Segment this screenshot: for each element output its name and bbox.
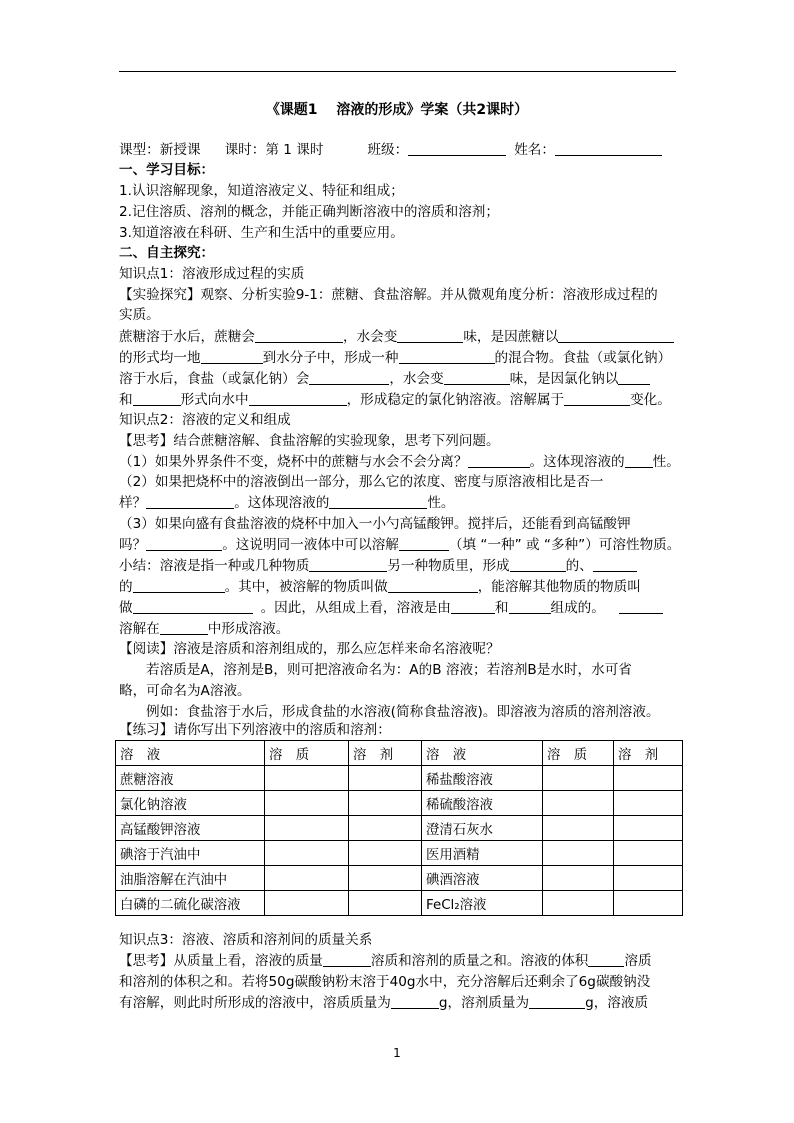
- solution-cell: 碘酒溶液: [422, 866, 543, 891]
- blank[interactable]: [146, 494, 234, 509]
- text: （填 “一种” 或 “多种”）可溶性物质。: [448, 537, 681, 553]
- k2-summary-1: [119, 556, 637, 576]
- header-cell: 溶 质: [265, 741, 349, 766]
- blank[interactable]: [529, 994, 585, 1009]
- table-row: [116, 866, 683, 891]
- k2-summary-4: [119, 619, 289, 639]
- blank[interactable]: [399, 349, 495, 364]
- section-explore-heading: 二、自主探究：: [119, 245, 215, 261]
- name-label: 姓名：: [514, 142, 555, 158]
- solution-cell: 白磷的二硫化碳溶液: [116, 891, 265, 916]
- answer-cell[interactable]: [349, 891, 422, 916]
- answer-cell[interactable]: [265, 816, 349, 841]
- table-row: [116, 791, 683, 816]
- blank[interactable]: [625, 453, 653, 468]
- answer-cell[interactable]: [543, 766, 614, 791]
- table-row: [116, 891, 683, 916]
- text: ，水会变: [389, 371, 444, 387]
- blank[interactable]: [564, 391, 630, 406]
- table-row: [116, 841, 683, 866]
- header-info: [119, 140, 662, 160]
- section-goals-heading: 一、学习目标：: [119, 162, 215, 178]
- k1-line-c: [119, 369, 650, 389]
- blank[interactable]: [391, 994, 439, 1009]
- text: 溶质和溶剂的质量之和。溶液的体积: [370, 953, 589, 969]
- class-label: 班级：: [367, 142, 409, 158]
- k1-experiment-cont: 实质。: [119, 307, 160, 323]
- blank[interactable]: [249, 391, 347, 406]
- text: 。这体现溶液的: [234, 495, 330, 511]
- answer-cell[interactable]: [614, 866, 683, 891]
- k1-line-d: [119, 390, 671, 410]
- blank[interactable]: [588, 952, 624, 967]
- text: 溶解在: [119, 621, 160, 637]
- text: 的、: [565, 558, 593, 574]
- solution-cell: 稀硫酸溶液: [422, 791, 543, 816]
- answer-cell[interactable]: [265, 841, 349, 866]
- answer-cell[interactable]: [349, 841, 422, 866]
- answer-cell[interactable]: [349, 816, 422, 841]
- text: （1）如果外界条件不变，烧杯中的蔗糖与水会不会分离？: [119, 454, 468, 470]
- goal-3: 3.知道溶液在科研、生产和生活中的重要应用。: [119, 225, 404, 241]
- text: ，水会变: [342, 329, 398, 345]
- text: 和: [119, 392, 133, 408]
- blank[interactable]: [593, 557, 637, 572]
- text: 性。: [652, 454, 680, 470]
- k2-read-2: 略，可命名为A溶液。: [119, 683, 251, 699]
- answer-cell[interactable]: [543, 791, 614, 816]
- text: 吗？: [119, 537, 147, 553]
- k2-example: 例如：食盐溶于水后，形成食盐的水溶液(简称食盐溶液)。即溶液为溶质的溶剂溶液。: [146, 704, 660, 720]
- goal-2: 2.记住溶质、溶剂的概念，并能正确判断溶液中的溶质和溶剂；: [119, 204, 499, 220]
- text: 性。: [427, 495, 455, 511]
- text: 溶质: [624, 953, 652, 969]
- blank[interactable]: [558, 328, 674, 343]
- blank[interactable]: [619, 599, 663, 614]
- answer-cell[interactable]: [265, 766, 349, 791]
- text: 变化。: [630, 392, 671, 408]
- k1-experiment: 【实验探究】观察、分析实验9-1：蔗糖、食盐溶解。并从微观角度分析：溶液形成过程的: [119, 287, 658, 303]
- k2-practice: 【练习】请你写出下列溶液中的溶质和溶剂：: [119, 722, 391, 738]
- answer-cell[interactable]: [614, 841, 683, 866]
- text: 和: [494, 600, 509, 616]
- text: 。这体现溶液的: [529, 454, 625, 470]
- table-row: [116, 766, 683, 791]
- k2-title: 知识点2：溶液的定义和组成: [119, 412, 291, 428]
- k1-line-a: [119, 327, 674, 347]
- text: 做: [119, 600, 133, 616]
- answer-cell[interactable]: [543, 891, 614, 916]
- text: 味，是因氯化钠以: [509, 371, 619, 387]
- blank[interactable]: [146, 536, 222, 551]
- text: 。其中，被溶解的物质叫做: [224, 579, 388, 595]
- k1-line-b: [119, 348, 671, 368]
- solution-cell: 碘溶于汽油中: [116, 841, 265, 866]
- solution-cell: 高锰酸钾溶液: [116, 816, 265, 841]
- page-number: 1: [393, 1046, 401, 1060]
- text: 的: [119, 579, 133, 595]
- blank[interactable]: [133, 391, 181, 406]
- text: 味，是因蔗糖以: [463, 329, 559, 345]
- k2-q3: （3）如果向盛有食盐溶液的烧杯中加入一小勺高锰酸钾。搅拌后，还能看到高锰酸钾: [119, 516, 631, 532]
- blank[interactable]: [309, 370, 389, 385]
- lesson-type: 课型：新授课: [119, 142, 201, 158]
- text: 有溶解，则此时所形成的溶液中，溶质质量为: [119, 995, 391, 1011]
- text: 样？: [119, 495, 147, 511]
- k2-q2-cont: [119, 493, 455, 513]
- text: 的混合物。食盐（或氯化钠）: [494, 350, 672, 366]
- answer-cell[interactable]: [265, 891, 349, 916]
- text: 到水分子中，形成一种: [262, 350, 399, 366]
- text: 溶于水后，食盐（或氯化钠）会: [119, 371, 310, 387]
- blank[interactable]: [399, 536, 449, 551]
- blank[interactable]: [618, 370, 650, 385]
- answer-cell[interactable]: [349, 766, 422, 791]
- class-blank[interactable]: [408, 141, 506, 156]
- answer-cell[interactable]: [543, 841, 614, 866]
- answer-cell[interactable]: [265, 866, 349, 891]
- k2-q3-cont: [119, 535, 680, 555]
- answer-cell[interactable]: [614, 791, 683, 816]
- answer-cell[interactable]: [349, 791, 422, 816]
- text: 组成的。: [550, 600, 605, 616]
- answer-cell[interactable]: [543, 866, 614, 891]
- text: 蔗糖溶于水后，蔗糖会: [119, 329, 255, 345]
- solution-cell: 澄清石灰水: [422, 816, 543, 841]
- blank[interactable]: [468, 453, 530, 468]
- answer-cell[interactable]: [543, 816, 614, 841]
- page-title: 《课题1 溶液的形成》学案（共2课时）: [265, 102, 529, 118]
- text: 形式向水中: [180, 392, 249, 408]
- blank[interactable]: [133, 578, 225, 593]
- k2-read-1: 若溶质是A，溶剂是B，则可把溶液命名为：A的B 溶液；若溶剂B是水时，水可省: [146, 662, 632, 678]
- table-header-row: [116, 741, 683, 766]
- blank[interactable]: [444, 370, 510, 385]
- answer-cell[interactable]: [614, 816, 683, 841]
- k3-line-2: 和溶剂的体积之和。若将50g碳酸钠粉末溶于40g水中，充分溶解后还剩余了6g碳酸钠没: [119, 974, 651, 990]
- table-row: [116, 816, 683, 841]
- header-cell: 溶 液: [422, 741, 543, 766]
- k2-read: 【阅读】溶液是溶质和溶剂组成的，那么应怎样来命名溶液呢？: [119, 641, 500, 657]
- blank[interactable]: [397, 328, 463, 343]
- text: g，溶液质: [585, 995, 649, 1011]
- solution-cell: 稀盐酸溶液: [422, 766, 543, 791]
- k1-title: 知识点1：溶液形成过程的实质: [119, 266, 305, 282]
- k2-q2: （2）如果把烧杯中的溶液倒出一部分，那么它的浓度、密度与原溶液相比是否一: [119, 474, 604, 490]
- blank[interactable]: [509, 599, 551, 614]
- goal-1: 1.认识溶解现象，知道溶液定义、特征和组成；: [119, 183, 404, 199]
- answer-cell[interactable]: [265, 791, 349, 816]
- solution-cell: 氯化钠溶液: [116, 791, 265, 816]
- text: 小结：溶液是指一种或几种物质: [119, 558, 310, 574]
- blank[interactable]: [451, 599, 495, 614]
- header-cell: 溶 质: [543, 741, 614, 766]
- blank[interactable]: [323, 952, 371, 967]
- answer-cell[interactable]: [614, 891, 683, 916]
- text: ，能溶解其他物质的物质叫: [477, 579, 641, 595]
- text: 另一种物质里，形成: [387, 558, 510, 574]
- k2-summary-2: [119, 577, 641, 597]
- blank[interactable]: [160, 620, 208, 635]
- blank[interactable]: [133, 599, 253, 614]
- solution-cell: FeCl₂溶液: [422, 891, 543, 916]
- k3-title: 知识点3：溶液、溶质和溶剂间的质量关系: [119, 932, 373, 948]
- header-cell: 溶 液: [116, 741, 265, 766]
- text: g，溶剂质量为: [438, 995, 530, 1011]
- text: 。这说明同一液体中可以溶解: [222, 537, 399, 553]
- text: ，形成稳定的氯化钠溶液。溶解属于: [346, 392, 565, 408]
- solution-cell: 医用酒精: [422, 841, 543, 866]
- blank[interactable]: [388, 578, 478, 593]
- blank[interactable]: [329, 494, 427, 509]
- k2-q1: [119, 452, 680, 472]
- text: 【思考】从质量上看，溶液的质量: [119, 953, 323, 969]
- lesson-period: 课时：第 1 课时: [224, 142, 324, 158]
- blank[interactable]: [309, 557, 387, 572]
- practice-table: [115, 740, 683, 916]
- blank[interactable]: [201, 349, 263, 364]
- k3-line-3: [119, 993, 648, 1013]
- text: 的形式均一地: [119, 350, 201, 366]
- k2-think: 【思考】结合蔗糖溶解、食盐溶解的实验现象，思考下列问题。: [119, 433, 500, 449]
- header-rule: [119, 71, 676, 72]
- blank[interactable]: [510, 557, 566, 572]
- blank[interactable]: [255, 328, 343, 343]
- name-blank[interactable]: [555, 141, 662, 156]
- text: 中形成溶液。: [207, 621, 290, 637]
- answer-cell[interactable]: [349, 866, 422, 891]
- solution-cell: 蔗糖溶液: [116, 766, 265, 791]
- header-cell: 溶 剂: [614, 741, 683, 766]
- text: 。因此，从组成上看，溶液是由: [260, 600, 451, 616]
- answer-cell[interactable]: [614, 766, 683, 791]
- solution-cell: 油脂溶解在汽油中: [116, 866, 265, 891]
- header-cell: 溶 剂: [349, 741, 422, 766]
- k3-line-1: [119, 951, 652, 971]
- k2-summary-3: [119, 598, 663, 618]
